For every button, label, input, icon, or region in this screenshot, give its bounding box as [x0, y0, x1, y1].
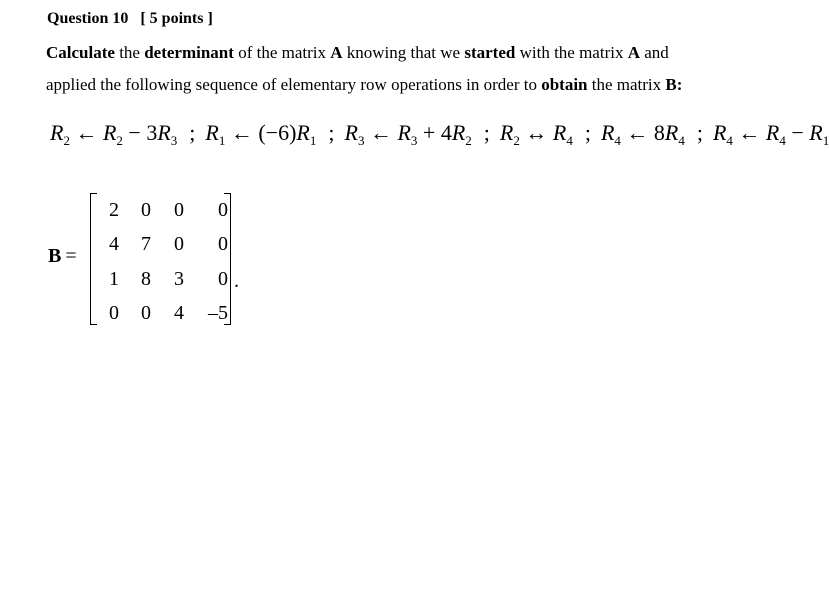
row-symbol: $R_4$: [664, 120, 685, 148]
row-operation: [344, 120, 472, 148]
matrix-entry-r2c4: 0: [218, 233, 228, 256]
operation-coefficient: (−6): [258, 120, 297, 145]
matrix-entry-r4c1: 0: [109, 302, 119, 325]
left-arrow-icon: ←: [69, 120, 103, 145]
row-symbol: $R_1$: [296, 120, 317, 148]
matrix-entry-r4c3: 4: [174, 302, 184, 325]
right-bracket: [224, 193, 231, 325]
prompt-text: and: [640, 43, 669, 62]
emphasized-text: Calculate: [46, 43, 115, 62]
emphasized-text: started: [464, 43, 516, 62]
row-symbol: $R_3$: [344, 120, 365, 148]
row-symbol: $R_2$: [50, 120, 70, 148]
prompt-text: the matrix: [587, 75, 666, 94]
row-symbol: $R_1$: [809, 120, 829, 148]
matrix-grid: [98, 193, 230, 331]
matrix-entry-r2c2: 7: [141, 233, 151, 256]
equals-sign: =: [65, 245, 77, 267]
matrix-entry-r1c4: 0: [218, 198, 228, 221]
matrix-entry-r3c4: 0: [218, 267, 228, 290]
row-operation: [50, 120, 178, 148]
matrix-name: B: [48, 245, 62, 267]
matrix-entry-r1c2: 0: [141, 198, 151, 221]
swap-arrow-icon: ↔: [519, 120, 553, 145]
operation-separator: ;: [328, 120, 335, 145]
row-symbol: $R_2$: [102, 120, 123, 148]
row-symbol: $R_4$: [552, 120, 573, 148]
emphasized-text: A: [627, 43, 640, 62]
matrix-entry-r3c2: 8: [141, 267, 151, 290]
row-symbol: $R_3$: [397, 120, 418, 148]
left-arrow-icon: ←: [364, 120, 398, 145]
row-symbol: $R_2$: [499, 120, 520, 148]
question-title: Question 10 [ 5 points ]: [47, 10, 213, 27]
emphasized-text: B:: [665, 75, 683, 94]
row-symbol: $R_3$: [157, 120, 178, 148]
matrix-entry-r2c1: 4: [109, 233, 119, 256]
matrix-entry-r3c1: 1: [109, 267, 119, 290]
row-operations-sequence: [50, 120, 829, 149]
operation-coefficient: 8: [653, 120, 665, 145]
matrix-entry-r3c3: 3: [174, 267, 184, 290]
matrix-entry-r2c3: 0: [174, 233, 184, 256]
operation-separator: ;: [483, 120, 490, 145]
prompt-text: of the matrix: [233, 43, 331, 62]
operation-separator: ;: [189, 120, 196, 145]
left-arrow-icon: ←: [620, 120, 654, 145]
operation-coefficient: + 4: [417, 120, 452, 145]
matrix-entry-r1c1: 2: [109, 198, 119, 221]
row-symbol: $R_4$: [765, 120, 786, 148]
matrix-label: [48, 245, 77, 268]
row-operation: [205, 120, 317, 148]
operation-separator: ;: [584, 120, 591, 145]
operation-coefficient: −: [785, 120, 810, 145]
row-symbol: $R_1$: [205, 120, 226, 148]
operation-separator: ;: [696, 120, 703, 145]
prompt-line-2: [46, 75, 682, 95]
emphasized-text: obtain: [541, 75, 588, 94]
matrix-period: .: [234, 270, 239, 292]
matrix-entry-r4c2: 0: [141, 302, 151, 325]
prompt-text: knowing that we: [342, 43, 465, 62]
row-operation: [600, 120, 685, 148]
emphasized-text: determinant: [144, 43, 234, 62]
prompt-line-1: [46, 43, 669, 63]
operation-coefficient: − 3: [122, 120, 158, 145]
prompt-text: the: [114, 43, 145, 62]
emphasized-text: A: [330, 43, 343, 62]
row-symbol: $R_4$: [712, 120, 733, 148]
left-arrow-icon: ←: [732, 120, 766, 145]
left-arrow-icon: ←: [225, 120, 259, 145]
row-symbol: $R_2$: [451, 120, 472, 148]
prompt-text: with the matrix: [515, 43, 628, 62]
row-operation: [712, 120, 829, 148]
matrix-entry-r1c3: 0: [174, 198, 184, 221]
matrix-entry-r4c4: –5: [208, 302, 228, 325]
left-bracket: [90, 193, 97, 325]
prompt-text: applied the following sequence of elementary row operations in order to: [46, 75, 542, 94]
row-operation: [499, 120, 573, 148]
row-symbol: $R_4$: [600, 120, 621, 148]
